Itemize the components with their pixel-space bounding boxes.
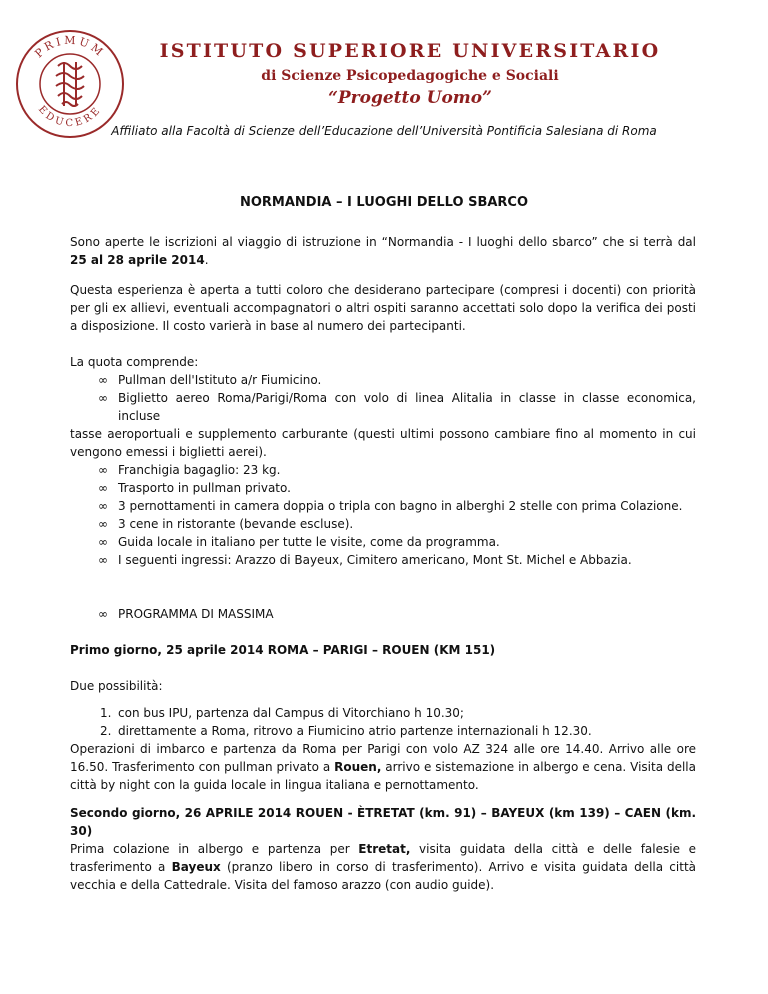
intro-paragraph	[70, 233, 696, 269]
list-item: ∞ Guida locale in italiano per tutte le visite, come da programma.	[98, 535, 500, 549]
bullet-marker: ∞	[98, 607, 108, 621]
list-item: 2. direttamente a Roma, ritrovo a Fiumicino atrio partenze internazionali h 12.30.	[100, 724, 592, 738]
list-item: ∞ I seguenti ingressi: Arazzo di Bayeux, Cimitero americano, Mont St. Michel e Abbazia.	[98, 553, 632, 567]
bullet-marker: ∞	[98, 499, 108, 513]
institute-subtitle: di Scienze Psicopedagogiche e Sociali	[261, 68, 559, 84]
quota-list-a	[70, 371, 696, 425]
institute-name: ISTITUTO SUPERIORE UNIVERSITARIO	[159, 40, 661, 62]
day2-heading: Secondo giorno, 26 APRILE 2014 ROUEN - ÈTRETAT (km. 91) – BAYEUX (km 139) – CAEN (km. 30)	[70, 806, 696, 838]
bullet-marker: ∞	[98, 463, 108, 477]
eligibility-paragraph: Questa esperienza è aperta a tutti coloro che desiderano partecipare (compresi i docenti) con priorità per gli ex allievi, eventuali accompagnatori o altri ospiti saranno accettati solo dopo la verifica dei posti a disposizione. Il costo varierà in base al numero dei partecipanti.	[70, 283, 696, 333]
bullet-marker: ∞	[98, 481, 108, 495]
quota-heading: La quota comprende:	[70, 355, 199, 369]
seal-text-top: PRIMUM	[32, 33, 108, 61]
day1-options	[70, 704, 696, 740]
day1-heading: Primo giorno, 25 aprile 2014 ROMA – PARIGI – ROUEN (KM 151)	[70, 643, 496, 657]
list-item: 1. con bus IPU, partenza dal Campus di Vitorchiano h 10.30;	[100, 706, 464, 720]
bullet-marker: ∞	[98, 517, 108, 531]
list-item: ∞ Pullman dell'Istituto a/r Fiumicino.	[98, 373, 322, 387]
bullet-marker: ∞	[98, 373, 108, 387]
list-item: ∞ 3 cene in ristorante (bevande escluse).	[98, 517, 354, 531]
list-item: ∞ Trasporto in pullman privato.	[98, 481, 291, 495]
bullet-marker: ∞	[98, 391, 108, 405]
intro-end: .	[204, 253, 209, 267]
list-item	[70, 605, 696, 623]
trip-dates: 25 al 28 aprile 2014	[70, 253, 205, 267]
day1-text: Operazioni di imbarco e partenza da Roma per Parigi con volo AZ 324 alle ore 14.40. Arrivo alle ore 16.50. Trasferimento con pullman privato a Rouen, arrivo e sistemazione in albergo e cena. Visita della città by night con la guida locale in lingua italiana e pernottamento.	[70, 742, 696, 792]
programma-list	[70, 605, 696, 623]
day1-possibilities: Due possibilità:	[70, 679, 163, 693]
day2-text: Prima colazione in albergo e partenza per Etretat, visita guidata della città e delle falesie e trasferimento a Bayeux (pranzo libero in corso di trasferimento). Arrivo e visita guidata della città vecchia e della Cattedrale. Visita del famoso arazzo (con audio guide).	[70, 842, 697, 892]
quota-continuation: tasse aeroportuali e supplemento carburante (questi ultimi possono cambiare fino al momento in cui vengono emessi i biglietti aerei).	[70, 427, 696, 459]
institute-motto: “Progetto Uomo”	[328, 88, 492, 108]
list-item: ∞ 3 pernottamenti in camera doppia o tripla con bagno in alberghi 2 stelle con prima Colazione.	[98, 499, 683, 513]
list-item: ∞ Biglietto aereo Roma/Parigi/Roma con volo di linea Alitalia in classe in classe economica, incluse	[98, 391, 696, 423]
programma-heading: PROGRAMMA DI MASSIMA	[118, 607, 274, 621]
seal-text-bottom: EDUCERE	[35, 103, 105, 130]
quota-list-b	[70, 461, 696, 569]
bullet-marker: ∞	[98, 553, 108, 567]
intro-text: Sono aperte le iscrizioni al viaggio di istruzione in “Normandia - I luoghi dello sbarco” che si terrà dal	[70, 235, 696, 249]
list-item: ∞ Franchigia bagaglio: 23 kg.	[98, 463, 281, 477]
document-title: NORMANDIA – I LUOGHI DELLO SBARCO	[239, 195, 529, 210]
bullet-marker: ∞	[98, 535, 108, 549]
affiliation-note: Affiliato alla Facoltà di Scienze dell’Educazione dell’Università Pontificia Salesiana di Roma	[111, 124, 657, 138]
